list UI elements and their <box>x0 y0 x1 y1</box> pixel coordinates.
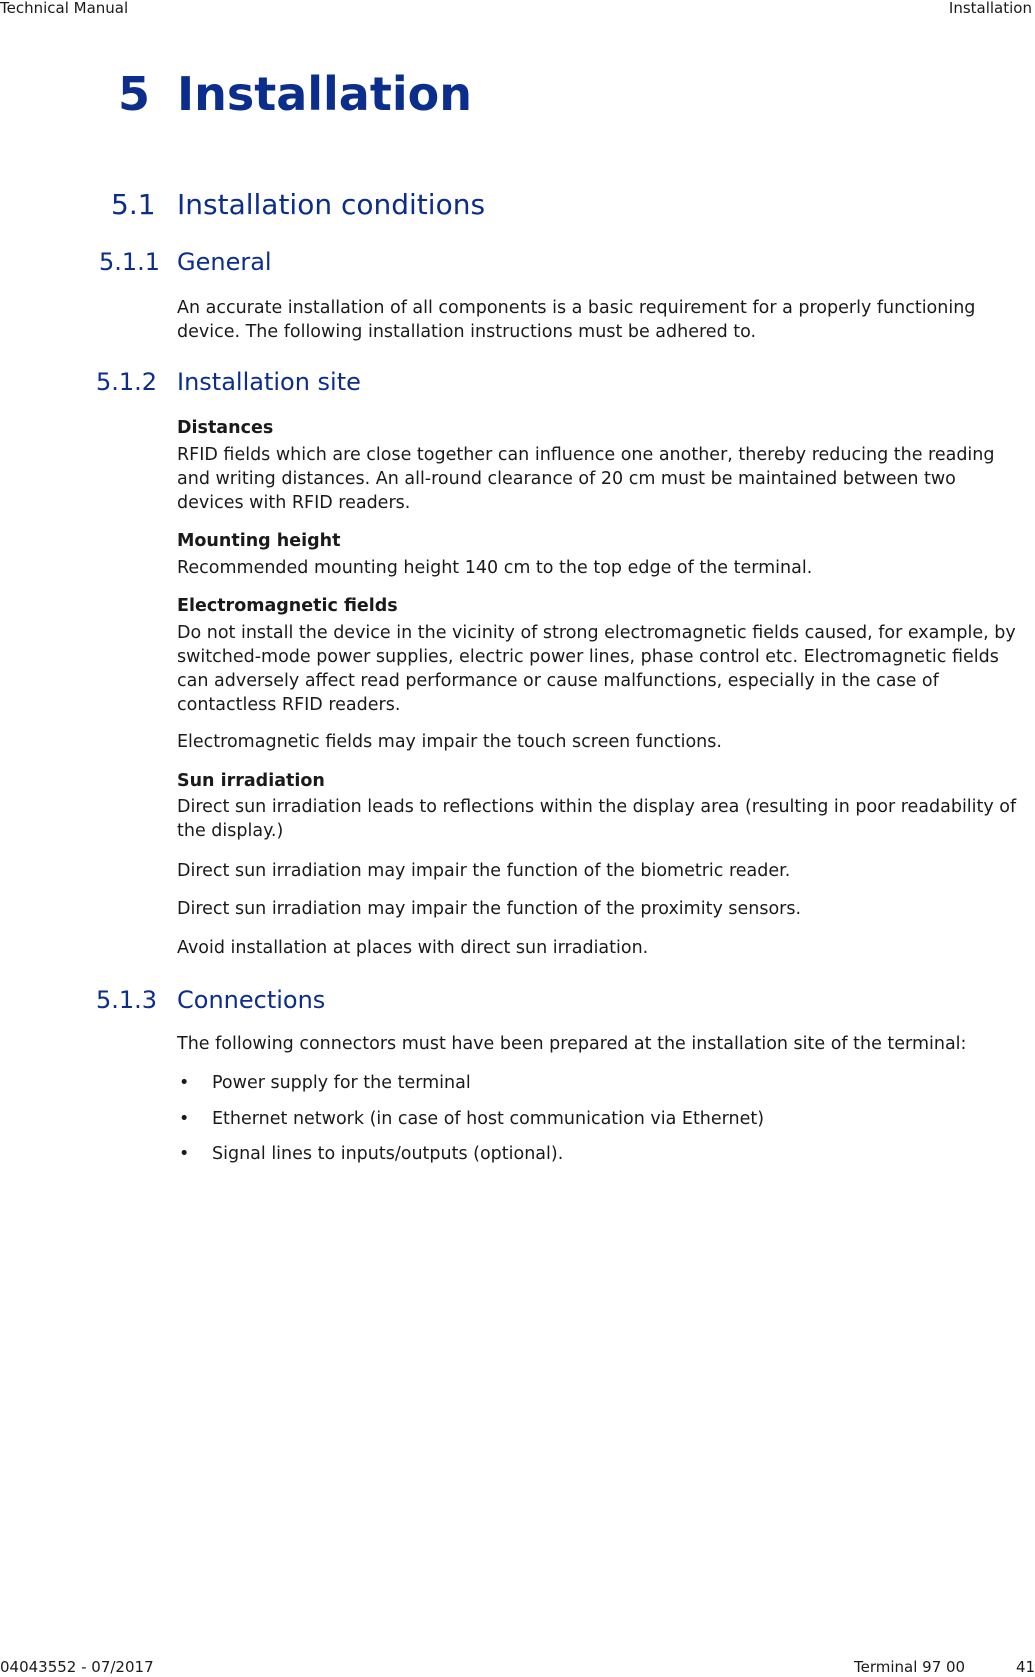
section-number-5-1-3: 5.1.3 <box>96 986 158 1014</box>
distances-heading: Distances <box>177 418 274 438</box>
bullet-1-marker: • <box>179 1073 190 1093</box>
connections-intro: The following connectors must have been prepared at the installation site of the terminal: <box>177 1034 967 1054</box>
section-title-5-1-1: General <box>177 248 272 276</box>
list-item: Power supply for the terminal <box>212 1073 471 1093</box>
chapter-number: 5 <box>118 67 151 121</box>
electromagnetic-heading: Electromagnetic fields <box>177 596 398 616</box>
chapter-title: Installation <box>177 67 472 121</box>
general-paragraph: An accurate installation of all components is a basic requirement for a properly functioning device. The following installation instructions must be adhered to. <box>177 298 976 342</box>
electromagnetic-text-2: Electromagnetic fields may impair the touch screen functions. <box>177 732 722 752</box>
footer-product: Terminal 97 00 <box>854 1658 966 1676</box>
sun-heading: Sun irradiation <box>177 771 325 791</box>
footer-doc-id: 04043552 - 07/2017 <box>0 1658 154 1676</box>
sun-text-1: Direct sun irradiation leads to reflections within the display area (resulting in poor readability of the display.) <box>177 797 1017 841</box>
mounting-heading: Mounting height <box>177 531 341 551</box>
section-title-5-1: Installation conditions <box>177 188 486 221</box>
section-number-5-1-1: 5.1.1 <box>99 248 161 276</box>
distances-text: RFID fields which are close together can influence one another, thereby reducing the reading and writing distances. An all-round clearance of 20 cm must be maintained between two devices with RFID readers. <box>177 445 995 513</box>
mounting-text: Recommended mounting height 140 cm to the top edge of the terminal. <box>177 558 813 578</box>
electromagnetic-text-1: Do not install the device in the vicinity of strong electromagnetic fields caused, for example, by switched-mode power supplies, electric power lines, phase control etc. Electromagnetic fields can adversely affect read performance or cause malfunctions, especially in the case of contactless RFID readers. <box>177 623 1016 715</box>
sun-text-3: Direct sun irradiation may impair the function of the proximity sensors. <box>177 899 802 919</box>
section-number-5-1-2: 5.1.2 <box>96 368 158 396</box>
header-right: Installation <box>948 0 1032 17</box>
sun-text-4: Avoid installation at places with direct sun irradiation. <box>177 938 649 958</box>
section-number-5-1: 5.1 <box>111 188 156 221</box>
sun-text-2: Direct sun irradiation may impair the function of the biometric reader. <box>177 861 791 881</box>
bullet-2-marker: • <box>179 1109 190 1129</box>
list-item: Signal lines to inputs/outputs (optional). <box>212 1144 564 1164</box>
bullet-3-marker: • <box>179 1144 190 1164</box>
footer-page-number: 41 <box>1016 1658 1035 1676</box>
section-title-5-1-2: Installation site <box>177 368 361 396</box>
header-left: Technical Manual <box>0 0 129 17</box>
section-title-5-1-3: Connections <box>177 986 326 1014</box>
list-item: Ethernet network (in case of host communication via Ethernet) <box>212 1109 765 1129</box>
